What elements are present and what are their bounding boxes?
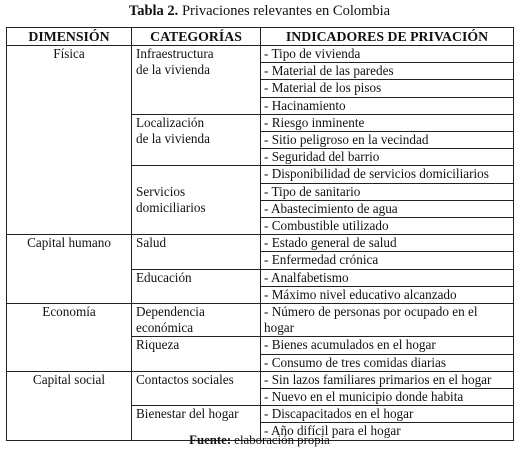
- category-cell: [132, 235, 261, 269]
- category-line: Infraestructura: [136, 46, 214, 61]
- indicator-item: - Disponibilidad de servicios domiciliarios: [264, 166, 489, 182]
- category-line: Salud: [136, 235, 167, 251]
- indicator-cell: [261, 46, 514, 115]
- indicator-cell: [261, 166, 514, 235]
- category-line: económica: [136, 320, 194, 336]
- category-line: Educación: [136, 269, 192, 285]
- indicator-item: - Bienes acumulados en el hogar: [264, 337, 436, 353]
- deprivation-table: [6, 27, 514, 441]
- category-line: Dependencia: [136, 304, 205, 320]
- indicator-item: - Material de las paredes: [261, 62, 513, 79]
- indicator-item: - Combustible utilizado: [261, 217, 513, 234]
- category-line: Servicios: [136, 184, 186, 200]
- caption-label: Tabla 2.: [128, 3, 179, 19]
- table-row: [7, 235, 514, 269]
- category-cell: [132, 371, 261, 405]
- table-row: [7, 304, 514, 337]
- footer-text: elaboración propia: [234, 433, 330, 447]
- indicator-item: - Analfabetismo: [264, 269, 349, 285]
- category-line: Bienestar del hogar: [136, 406, 239, 422]
- header-categories: CATEGORÍAS: [132, 28, 261, 46]
- indicator-item: - Material de los pisos: [261, 79, 513, 96]
- indicator-cell: [261, 337, 514, 371]
- indicator-item: - Año difícil para el hogar: [261, 422, 513, 439]
- category-line: Riqueza: [136, 337, 180, 353]
- dimension-cell: Economía: [7, 304, 132, 372]
- category-cell: [132, 166, 261, 235]
- category-line: de la vivienda: [136, 131, 210, 147]
- indicator-item: - Sin lazos familiares primarios en el hogar: [264, 371, 492, 387]
- category-line: domiciliarios: [136, 200, 206, 216]
- caption-title: Privaciones relevantes en Colombia: [181, 3, 391, 19]
- table-row: [7, 46, 514, 115]
- indicator-item: - Abastecimiento de agua: [261, 200, 513, 217]
- footer-label: Fuente:: [189, 433, 232, 447]
- table-row: [7, 371, 514, 405]
- category-cell: [132, 46, 261, 115]
- header-indicators: INDICADORES DE PRIVACIÓN: [261, 28, 514, 46]
- category-cell: [132, 304, 261, 337]
- header-row: [7, 28, 514, 46]
- indicator-cell: [261, 371, 514, 405]
- indicator-item: - Consumo de tres comidas diarias: [261, 354, 513, 371]
- indicator-item: - Seguridad del barrio: [261, 148, 513, 165]
- indicator-cell: [261, 114, 514, 166]
- indicator-cell: [261, 304, 514, 337]
- indicator-item: - Tipo de vivienda: [264, 46, 361, 61]
- indicator-item: - Riesgo inminente: [264, 114, 365, 130]
- indicator-cell: [261, 269, 514, 303]
- table-caption: [0, 2, 519, 20]
- category-cell: [132, 114, 261, 166]
- indicator-item: - Número de personas por ocupado en el hogar: [264, 304, 478, 336]
- indicator-cell: [261, 235, 514, 269]
- table-source-note: [0, 432, 519, 448]
- indicator-item: - Nuevo en el municipio donde habita: [261, 388, 513, 405]
- indicator-item: - Estado general de salud: [264, 235, 397, 251]
- dimension-cell: Capital social: [7, 371, 132, 440]
- indicator-item: - Tipo de sanitario: [261, 183, 513, 200]
- indicator-item: - Sitio peligroso en la vecindad: [261, 131, 513, 148]
- header-dimension: DIMENSIÓN: [7, 28, 132, 46]
- category-line: Contactos sociales: [136, 371, 234, 387]
- category-line: de la vivienda: [136, 62, 210, 78]
- dimension-cell: Física: [7, 46, 132, 235]
- indicator-item: - Enfermedad crónica: [261, 251, 513, 268]
- category-line: Localización: [136, 114, 205, 130]
- dimension-cell: Capital humano: [7, 235, 132, 304]
- category-cell: [132, 269, 261, 303]
- indicator-item: - Discapacitados en el hogar: [264, 406, 414, 422]
- category-cell: [132, 337, 261, 371]
- indicator-item: - Hacinamiento: [261, 97, 513, 114]
- indicator-item: - Máximo nivel educativo alcanzado: [261, 286, 513, 303]
